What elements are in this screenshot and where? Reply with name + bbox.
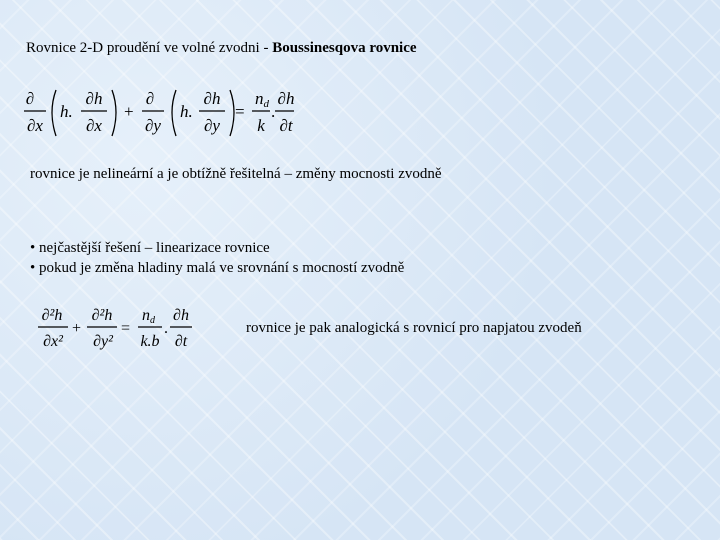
eq1-h-dot-1: h. (60, 102, 73, 121)
eq1-plus: + (124, 102, 134, 121)
eq2-d2h-1: ∂²h (41, 307, 63, 324)
eq1-equals: = (235, 102, 245, 121)
boussinesq-equation (24, 84, 294, 142)
linearized-equation (36, 302, 196, 356)
eq1-dh-1: ∂h (85, 89, 103, 108)
title-bold: Boussinesqova rovnice (272, 40, 417, 56)
eq1-k: k (257, 116, 265, 135)
eq1-dy-2: ∂y (204, 116, 220, 135)
note-nonlinear: rovnice je nelineární a je obtížně řešitelná – změny mocnosti zvodně (30, 166, 442, 182)
eq1-dt: ∂t (279, 116, 293, 135)
bullet-item: • nejčastější řešení – linearizace rovnice (30, 240, 270, 256)
eq1-dh-2: ∂h (203, 89, 221, 108)
eq2-dy2: ∂y² (93, 333, 113, 350)
eq1-d-1: ∂ (25, 89, 35, 108)
title-plain: Rovnice 2-D proudění ve volné zvodni - (26, 40, 273, 56)
eq2-kb: k.b (140, 333, 160, 350)
eq1-h-dot-2: h. (180, 102, 193, 121)
eq2-equals: = (121, 320, 131, 337)
eq2-dot: . (164, 320, 168, 337)
eq2-dt: ∂t (174, 333, 188, 350)
slide-title (26, 40, 417, 57)
eq1-d-2: ∂ (145, 89, 155, 108)
eq1-nd: nd (255, 89, 269, 110)
eq2-plus: + (72, 320, 82, 337)
bullet-item: • pokud je změna hladiny malá ve srovnání s mocností zvodně (30, 260, 405, 276)
eq1-dx-1: ∂x (27, 116, 43, 135)
eq2-d2h-2: ∂²h (91, 307, 113, 324)
eq2-dx2: ∂x² (43, 333, 63, 350)
eq2-dh: ∂h (173, 307, 189, 324)
bullet-list (30, 238, 404, 278)
eq1-dx-2: ∂x (86, 116, 102, 135)
note-analogy: rovnice je pak analogická s rovnicí pro napjatou zvodeň (246, 320, 582, 336)
eq1-dot: . (271, 102, 276, 121)
eq1-dh-3: ∂h (277, 89, 294, 108)
eq2-nd: nd (142, 307, 155, 326)
eq1-dy-1: ∂y (145, 116, 161, 135)
